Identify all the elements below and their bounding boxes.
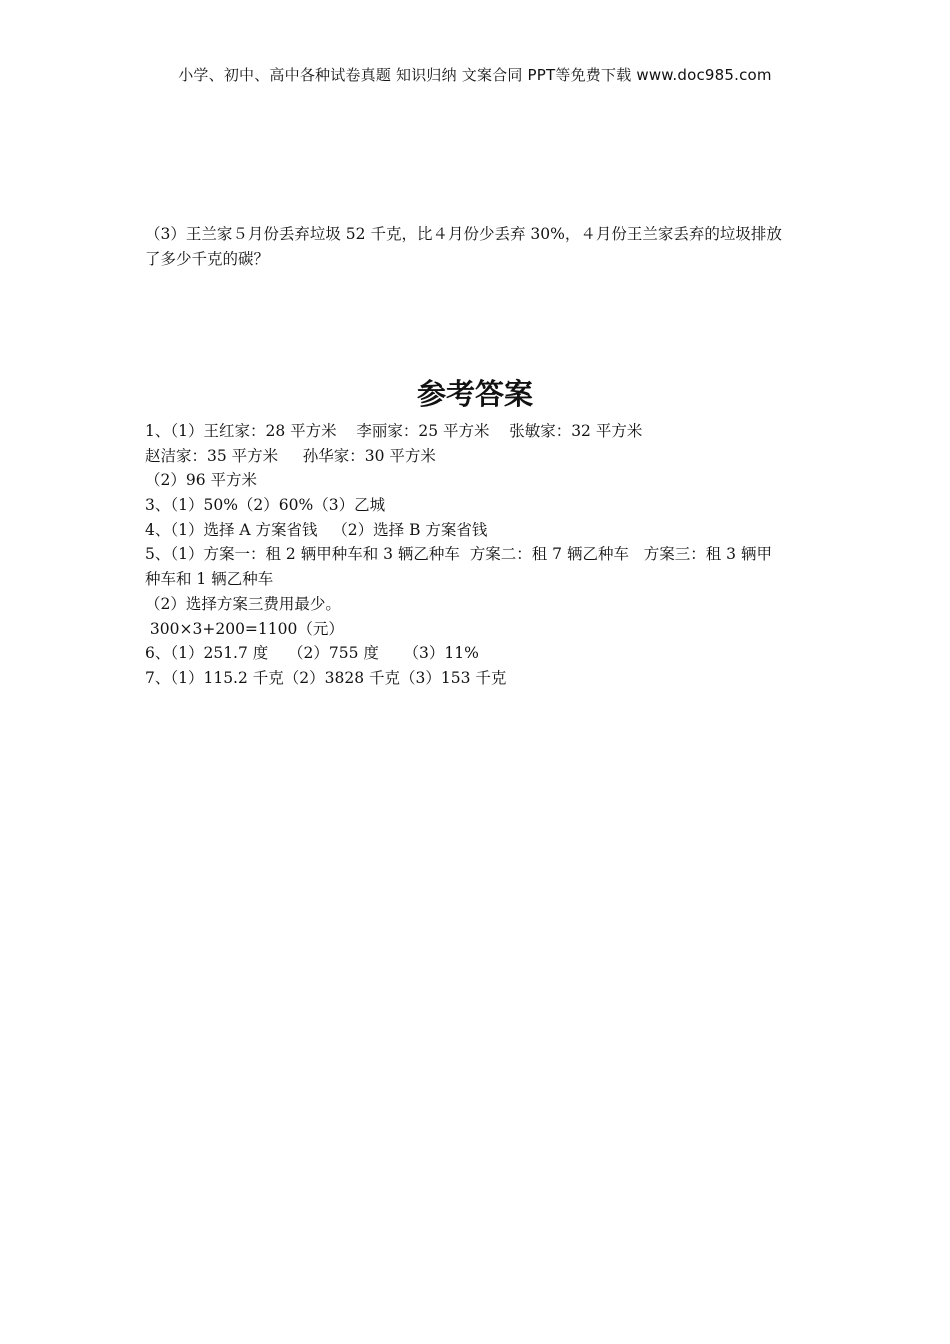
page-header-banner: 小学、初中、高中各种试卷真题 知识归纳 文案合同 PPT等免费下载 www.doc985.com [178,66,772,84]
answer-line: （2）选择方案三费用最少。 [145,594,341,613]
answer-line: 4、（1）选择 A 方案省钱 （2）选择 B 方案省钱 [145,520,488,539]
answer-line: 5、（1）方案一：租 2 辆甲种车和 3 辆乙种车 方案二：租 7 辆乙种车 方案三：租 3 辆甲 [145,545,772,564]
answer-list [145,419,815,691]
answer-line: 3、（1）50%（2）60%（3）乙城 [145,496,386,515]
question-line: （3）王兰家５月份丢弃垃圾 52 千克，比４月份少丢弃 30%，４月份王兰家丢弃的垃圾排放 [145,225,782,243]
question-3 [145,222,810,272]
question-line: 了多少千克的碳？ [145,250,270,268]
answer-line: 1、（1）王红家：28 平方米 李丽家：25 平方米 张敏家：32 平方米 [145,422,643,440]
answer-line: （2）96 平方米 [145,471,258,490]
answer-line: 300×3+200=1100（元） [145,619,344,638]
answer-line: 7、（1）115.2 千克（2）3828 千克（3）153 千克 [145,668,507,687]
answer-line: 种车和 1 辆乙种车 [145,570,274,589]
answers-title: 参考答案 [416,377,533,411]
answer-line: 6、（1）251.7 度 （2）755 度 （3）11% [145,644,479,663]
answer-line: 赵洁家：35 平方米 孙华家：30 平方米 [145,446,436,465]
